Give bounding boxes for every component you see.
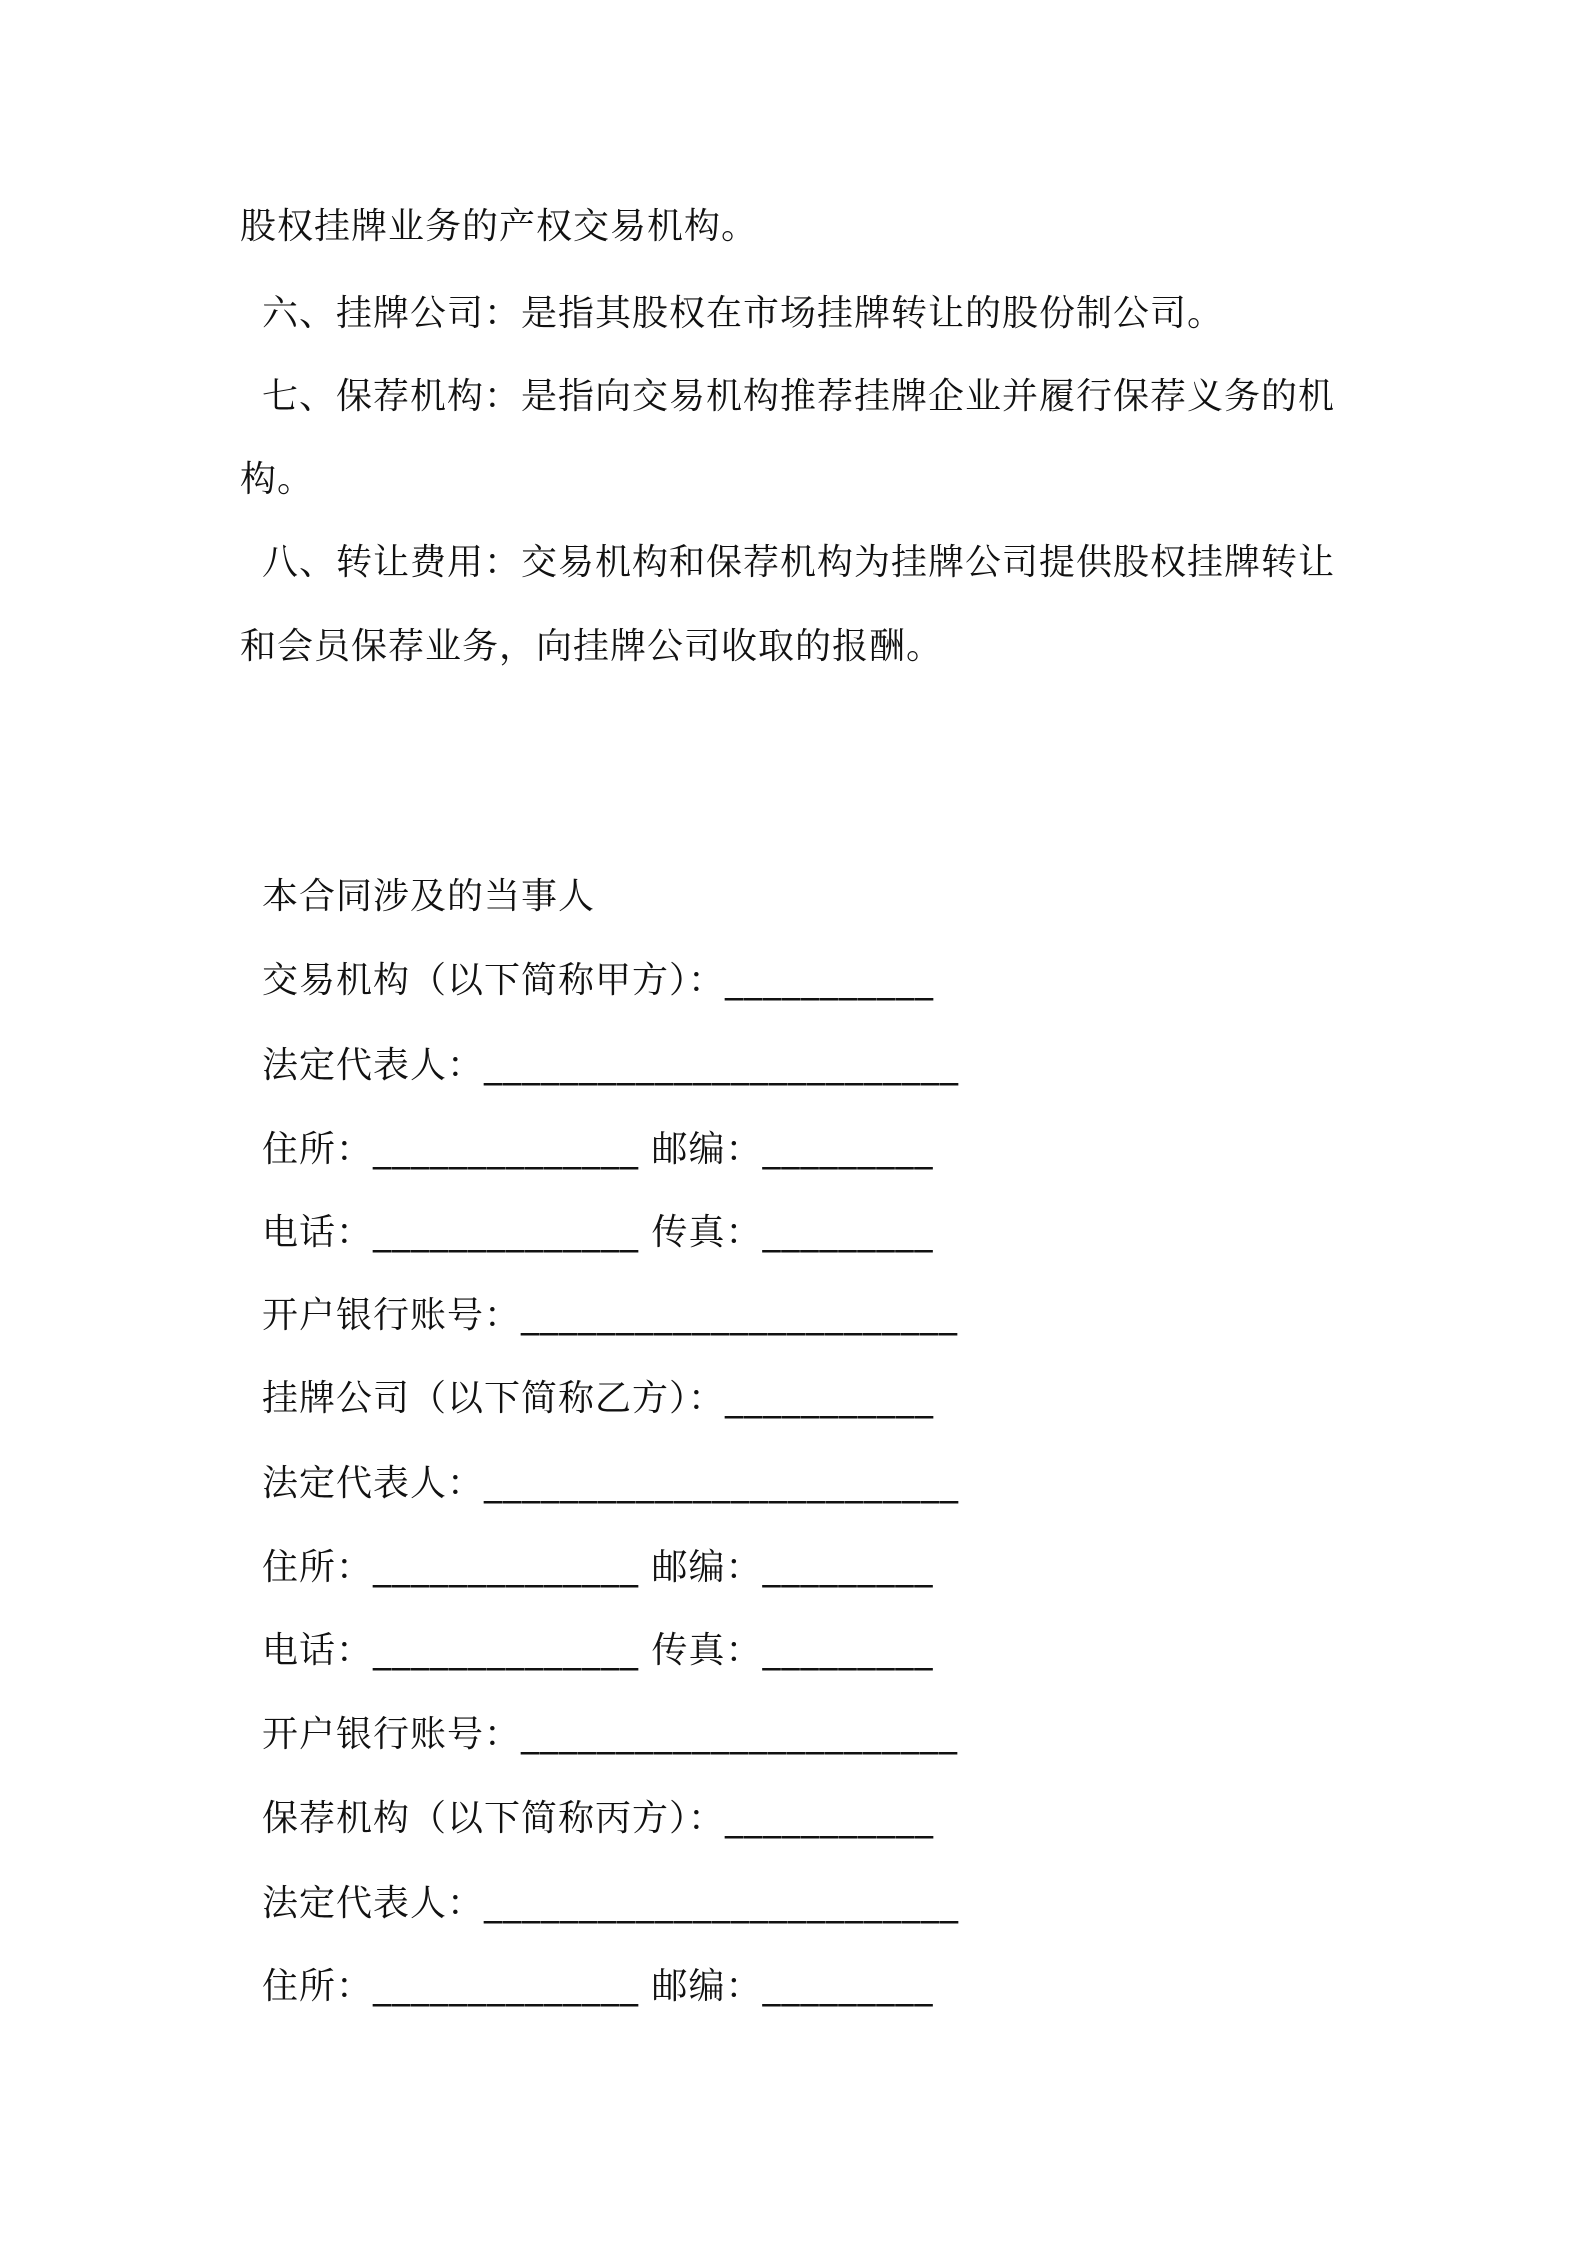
party-b-bank-account: 开户银行账号：_______________________ <box>262 1714 959 1755</box>
party-c-title: 保荐机构（以下简称丙方）：___________ <box>262 1798 935 1839</box>
party-b-phone-fax: 电话：______________ 传真：_________ <box>262 1630 934 1671</box>
party-b-title: 挂牌公司（以下简称乙方）：___________ <box>262 1378 935 1419</box>
party-b-legal-rep: 法定代表人：_________________________ <box>262 1463 960 1504</box>
definition-item-8: 八、转让费用：交易机构和保荐机构为挂牌公司提供股权挂牌转让 <box>262 542 1336 583</box>
definition-line-continuation: 股权挂牌业务的产权交易机构。 <box>240 206 759 247</box>
party-a-bank-account: 开户银行账号：_______________________ <box>262 1295 959 1336</box>
party-a-phone-fax: 电话：______________ 传真：_________ <box>262 1212 934 1253</box>
party-b-address-zip: 住所：______________ 邮编：_________ <box>262 1547 934 1588</box>
definition-item-7-continuation: 构。 <box>240 459 315 500</box>
party-a-legal-rep: 法定代表人：_________________________ <box>262 1045 960 1086</box>
definition-item-7: 七、保荐机构：是指向交易机构推荐挂牌企业并履行保荐义务的机 <box>262 376 1336 417</box>
party-a-address-zip: 住所：______________ 邮编：_________ <box>262 1129 934 1170</box>
party-c-legal-rep: 法定代表人：_________________________ <box>262 1883 960 1924</box>
party-a-title: 交易机构（以下简称甲方）：___________ <box>262 960 935 1001</box>
parties-heading: 本合同涉及的当事人 <box>262 876 596 917</box>
definition-item-6: 六、挂牌公司：是指其股权在市场挂牌转让的股份制公司。 <box>262 293 1225 334</box>
definition-item-8-continuation: 和会员保荐业务，向挂牌公司收取的报酬。 <box>240 626 944 667</box>
party-c-address-zip: 住所：______________ 邮编：_________ <box>262 1966 934 2007</box>
